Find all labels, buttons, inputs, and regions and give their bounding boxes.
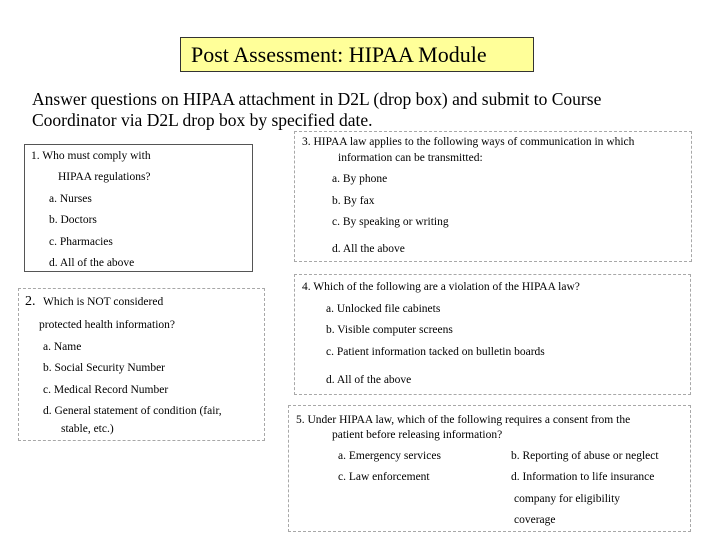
question-2-text: Which is NOT considered — [43, 296, 164, 308]
question-3-option-d: d. All the above — [332, 243, 405, 255]
question-3-text-cont: information can be transmitted: — [338, 152, 483, 164]
question-1-text: 1. Who must comply with — [31, 150, 151, 162]
question-4-text: 4. Which of the following are a violation of the HIPAA law? — [302, 281, 580, 293]
question-5-box — [288, 405, 691, 532]
question-1-text-cont: HIPAA regulations? — [58, 171, 151, 183]
question-2-option-d: d. General statement of condition (fair, — [43, 405, 222, 417]
question-5-text: 5. Under HIPAA law, which of the following requires a consent from the — [296, 414, 631, 426]
question-5-option-d-cont-2: coverage — [514, 514, 556, 526]
question-2-option-b: b. Social Security Number — [43, 362, 166, 374]
question-2-number: 2. — [25, 294, 36, 309]
question-5-option-b: b. Reporting of abuse or neglect — [511, 450, 659, 462]
instructions-text: Answer questions on HIPAA attachment in D2L (drop box) and submit to Course Coordinator via D2L drop box by specified date. — [32, 89, 602, 130]
page-title: Post Assessment: HIPAA Module — [180, 37, 534, 72]
question-4-box — [294, 274, 691, 395]
question-5-option-c: c. Law enforcement — [338, 471, 430, 483]
question-4-option-d: d. All of the above — [326, 374, 412, 386]
question-5-option-a: a. Emergency services — [338, 450, 441, 462]
question-2-option-a: a. Name — [43, 341, 82, 353]
question-2-box — [18, 288, 265, 441]
question-1-box — [24, 144, 253, 272]
question-4-option-c: c. Patient information tacked on bulletin boards — [326, 346, 545, 358]
question-4-option-a: a. Unlocked file cabinets — [326, 303, 441, 315]
question-4-option-b: b. Visible computer screens — [326, 324, 453, 336]
question-5-text-cont: patient before releasing information? — [332, 429, 503, 441]
question-1-option-d: d. All of the above — [49, 257, 135, 269]
question-3-option-a: a. By phone — [332, 173, 388, 185]
question-1-option-c: c. Pharmacies — [49, 236, 113, 248]
question-1-option-b: b. Doctors — [49, 214, 97, 226]
question-2-option-d-cont: stable, etc.) — [61, 423, 114, 435]
question-1-option-a: a. Nurses — [49, 193, 92, 205]
question-3-option-c: c. By speaking or writing — [332, 216, 449, 228]
question-2-option-c: c. Medical Record Number — [43, 384, 169, 396]
question-2-text-cont: protected health information? — [39, 319, 176, 331]
question-3-text: 3. HIPAA law applies to the following ways of communication in which — [302, 136, 635, 148]
question-5-option-d: d. Information to life insurance — [511, 471, 655, 483]
question-3-option-b: b. By fax — [332, 195, 375, 207]
question-3-box — [294, 131, 692, 262]
question-5-option-d-cont-1: company for eligibility — [514, 493, 621, 505]
